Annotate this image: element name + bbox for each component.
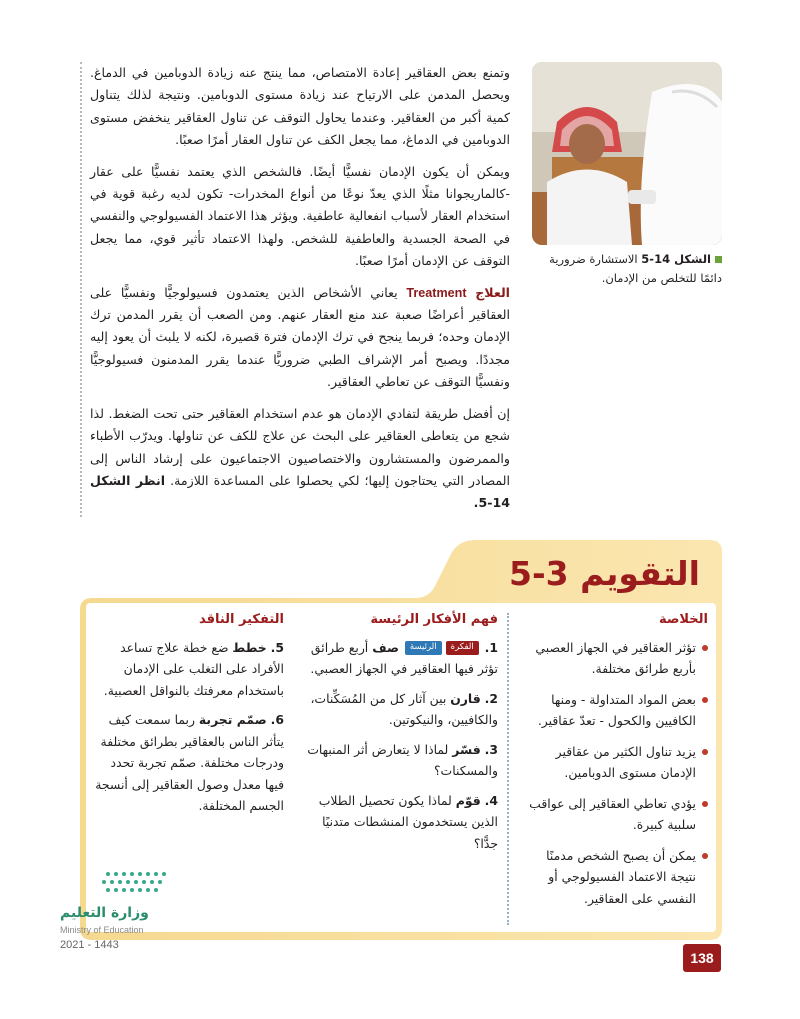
ministry-name: وزارة التعليم	[60, 905, 149, 921]
question-text: ربما سمعت كيف يتأثر الناس بالعقاقير بطرائق مختلفة ودرجات مختلفة. صمّم تجربة تحدد فيها معدل وصول العقاقير إلى أنسجة الجسم المختلفة.	[95, 712, 284, 813]
question-text: لماذا يكون تحصيل الطلاب الذين يستخدمون المنشطات متدنيًا جدًّا؟	[318, 792, 498, 851]
question-4	[298, 790, 498, 855]
summary-column	[520, 609, 708, 918]
summary-item: يمكن أن يصبح الشخص مدمنًا نتيجة الاعتماد الفسيولوجي أو النفسي على العقاقير.	[520, 845, 708, 910]
prevention-text: إن أفضل طريقة لتفادي الإدمان هو عدم استخدام العقاقير حتى تحت الضغط. لذا شجع من يتعاطى العقاقير على البحث عن علاج للكف عن تناولها. ويدرّب الأطباء والممرضون والمستشارون والاختصاصيون الاجتماعيون على إرشاد الناس إلى المصادر التي يحتاجون إليها؛ لكي يحصلوا على المساعدة اللازمة.	[90, 405, 510, 488]
question-3	[298, 739, 498, 782]
term-treatment-en: Treatment	[406, 285, 467, 300]
question-verb: صف	[372, 639, 399, 655]
question-number: 1.	[484, 639, 498, 655]
question-verb: قوّم	[455, 792, 481, 808]
summary-item: يؤدي تعاطي العقاقير إلى عواقب سلبية كبيرة.	[520, 793, 708, 836]
question-2	[298, 688, 498, 731]
question-verb: فسّر	[452, 741, 481, 757]
review-title: التقويم 3-5	[508, 554, 700, 593]
critical-thinking-column	[94, 609, 284, 825]
figure-label: الشكل 14-5	[641, 252, 711, 266]
badge-main: الرئيسة	[405, 641, 442, 655]
review-section	[80, 540, 722, 940]
main-ideas-column	[298, 609, 498, 862]
question-text: لماذا لا يتعارض أثر المنبهات والمسكنات؟	[307, 741, 498, 778]
main-ideas-heading: فهم الأفكار الرئيسة	[370, 612, 498, 627]
question-number: 5.	[270, 639, 284, 655]
treatment-text: يعاني الأشخاص الذين يعتمدون فسيولوجيًّا ونفسيًّا على العقاقير أعراضًا صعبة عند منع العقار عنهم. ومن الصعب أن يقرر المدمن ترك الإدمان وحده؛ فربما ينجح في ترك الإدمان فترة قصيرة، لكنه لا يلبث أن يعود إليه مجددًا. ويصبح أمر الإشراف الطبي ضروريًّا عندما يقرر المدمنون فسيولوجيًّا ونفسيًّا التوقف عن تعاطي العقاقير.	[90, 284, 510, 390]
question-5	[94, 637, 284, 702]
body-text	[80, 62, 510, 517]
paragraph-prevention	[90, 403, 510, 515]
question-number: 2.	[484, 690, 498, 706]
figure-reference: انظر الشكل 14-5.	[90, 472, 510, 511]
paragraph-psychological: ويمكن أن يكون الإدمان نفسيًّا أيضًا. فالشخص الذي يعتمد نفسيًّا على عقار -كالماريجوانا مثلًا الذي يعدّ نوعًا من أنواع المخدرات- تكون لديه رغبة قوية في استخدام العقار لأسباب انفعالية عاطفية. ويؤثر هذا الاعتماد الفسيولوجي والنفسي في الصحة الجسدية والعاطفية للشخص. ولهذا الاعتماد تأثير قوي، مما يجعل التوقف عن الإدمان أمرًا صعبًا.	[90, 163, 510, 269]
review-content	[86, 603, 716, 932]
summary-item: بعض المواد المتداولة - ومنها الكافيين والكحول - تعدّ عقاقير.	[520, 689, 708, 732]
paragraph-treatment	[90, 282, 510, 394]
edition-year: 2021 - 1443	[60, 939, 119, 951]
question-text: أربع طرائق تؤثر فيها العقاقير في الجهاز العصبي.	[310, 639, 498, 676]
figure-photo	[532, 62, 722, 245]
question-text: ضع خطة علاج تساعد الأفراد على التغلب على الإدمان باستخدام معرفتك بالنواقل العصبية.	[103, 639, 284, 698]
term-treatment-ar: العلاج	[475, 284, 510, 300]
caption-text: الاستشارة ضرورية دائمًا للتخلص من الإدمان.	[549, 252, 722, 285]
summary-heading: الخلاصة	[658, 612, 708, 627]
summary-list	[520, 637, 708, 910]
question-1	[298, 637, 498, 680]
question-verb: صمّم تجربة	[198, 712, 267, 727]
summary-item: تؤثر العقاقير في الجهاز العصبي بأربع طرائق مختلفة.	[520, 637, 708, 680]
column-divider	[507, 613, 509, 925]
question-verb: خطط	[232, 639, 267, 655]
critical-thinking-heading: التفكير الناقد	[198, 612, 284, 627]
badge-idea: الفكرة	[446, 641, 479, 655]
counseling-illustration	[532, 62, 722, 245]
question-text: بين آثار كل من المُسَكِّنات، والكافيين، والنيكوتين.	[310, 690, 498, 727]
question-verb: قارن	[450, 690, 481, 706]
paragraph-reuptake: وتمنع بعض العقاقير إعادة الامتصاص، مما ينتج عنه زيادة الدوبامين في الدماغ. ويحصل المدمن على الارتياح عند زيادة مستوى الدوبامين. ونتيجة لذلك يتناول كمية أكبر من العقاقير. وعندما يحاول التوقف عن تناول العقاقير ينخفض مستوى الدوبامين في الدماغ، مما يجعل الكف عن تناول العقار أمرًا صعبًا.	[90, 65, 510, 148]
question-number: 3.	[484, 741, 498, 757]
summary-item: يزيد تناول الكثير من عقاقير الإدمان مستوى الدوبامين.	[520, 741, 708, 784]
caption-marker-icon	[715, 256, 722, 263]
ministry-name-en: Ministry of Education	[60, 925, 144, 935]
question-number: 6.	[270, 712, 284, 727]
question-number: 4.	[484, 792, 498, 808]
page-number: 138	[683, 944, 721, 972]
figure-caption	[532, 250, 722, 288]
question-6	[94, 709, 284, 817]
